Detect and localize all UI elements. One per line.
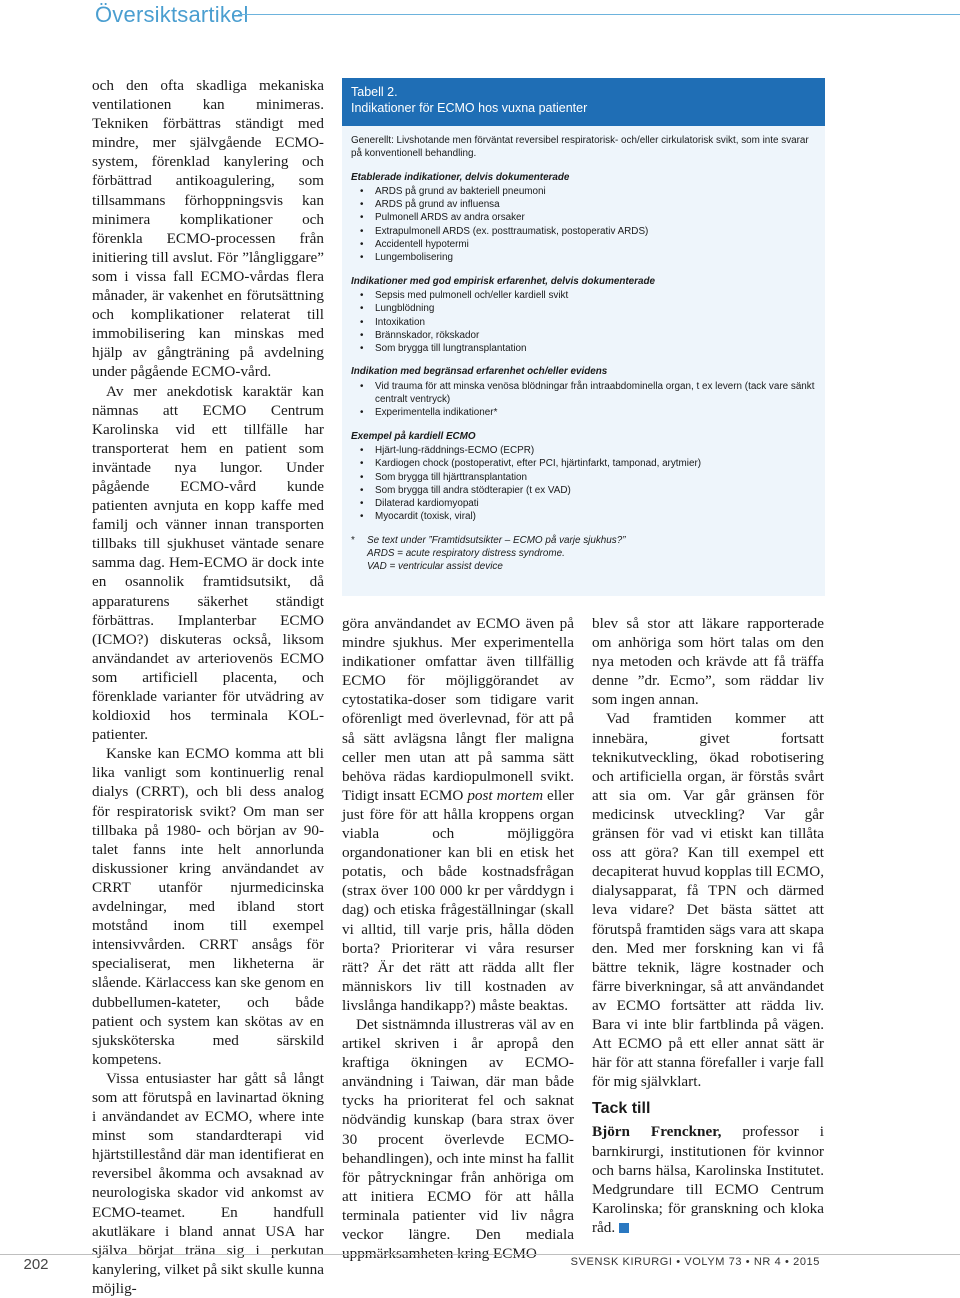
section-heading: Etablerade indikationer, delvis dokumenterade (351, 171, 570, 183)
table-section (351, 275, 816, 356)
list-item: • ARDS på grund av influensa (351, 198, 816, 211)
table-label: Tabell 2. (351, 85, 398, 99)
table-intro: Generellt: Livshotande men förväntat reversibel respiratorisk- och/eller cirkulatorisk svikt, som inte svarar på konventionell behandling. (351, 135, 809, 160)
footnote-text: ARDS = acute respiratory distress syndrome. (367, 548, 565, 560)
paragraph: Vad framtiden kommer att innebära, givet fortsatt teknikutveckling, ökad robotisering och artificiella organ, är förstås svårt att sia om. Var går gränsen för medicinsk utveckling? Var går gränsen för vad vi etiskt kan tillåta oss att göra? Kan till exempel ett decapiterat huvud kopplas till ECMO, dialysapparat, få TPN och därmed leva vidare? Det bästa sättet att förutspå framtiden sägs vara att skapa den. Med mer forskning kan vi få bättre teknik, lägre kostnader och färre biverkningar, så att användandet av ECMO fortsätter att rädda liv. Bara vi inte blir fartblinda på vägen. Att ECMO på ett eller annat sätt är här för att stanna förefaller i varje fall för mig självklart. (592, 710, 824, 1091)
acknowledgement-text (592, 1122, 824, 1237)
page-number: 202 (0, 1256, 72, 1273)
list-item: • Myocardit (toxisk, viral) (351, 510, 816, 523)
list-item: • Kardiogen chock (postoperativt, efter PCI, hjärtinfarkt, tamponad, arytmier) (351, 457, 816, 470)
text-column-1 (92, 76, 324, 1298)
list-item: • Vid trauma för att minska venösa blödningar från intraabdominella organ, t ex levern (tack vare sänkt centralt ventryck) (351, 380, 816, 407)
header-rule (238, 14, 960, 15)
list-item: • Intoxikation (351, 316, 816, 329)
list-item: • ARDS på grund av bakteriell pneumoni (351, 185, 816, 198)
text-column-2 (342, 614, 574, 1263)
table-footnote (351, 534, 816, 574)
table-header (342, 78, 825, 126)
end-mark-icon (619, 1223, 629, 1233)
list-item: • Experimentella indikationer* (351, 406, 816, 419)
list-item: • Pulmonell ARDS av andra orsaker (351, 211, 816, 224)
footnote-text: VAD = ventricular assist device (367, 561, 503, 573)
list-item: • Som brygga till andra stödterapier (t ex VAD) (351, 484, 816, 497)
text-run: eller just före för att hålla kroppens organ viabla och möjliggöra organdonationer kan bli en etisk het potatis, och både kostnadsfrågan (strax över 100 000 kr per vårddygn i dag) och etiska frågeställningar (skall vi alltid, till varje pris, hålla döden borta? Prioriterar vi våra resurser rätt? Är det rätt att rädda allt fler människors liv till kostnaden av livslånga handikapp?) måste beaktas. (342, 786, 574, 1014)
list-item: • Extrapulmonell ARDS (ex. posttraumatisk, postoperativ ARDS) (351, 225, 816, 238)
table-section (351, 365, 816, 419)
list-item: • Dilaterad kardiomyopati (351, 497, 816, 510)
list-item: • Som brygga till lungtransplantation (351, 342, 816, 355)
acknowledgement-heading: Tack till (592, 1100, 651, 1118)
table-section (351, 430, 816, 524)
list-item: • Sepsis med pulmonell och/eller kardiell svikt (351, 289, 816, 302)
paragraph: Av mer anekdotisk karaktär kan nämnas att ECMO Centrum Karolinska vid ett tillfälle har transporterat hem en patient som inväntade nya lungor. Under pågående ECMO-vård kunde patienten avnjuta en kopp kaffe med familj och vänner innan transporten tillbaks till sjukhuset väntade senare samma dag. Hem-ECMO är dock inte en osannolik framtidsutsikt, då apparaturens säkerhet ständigt förbättras. Implanterbar ECMO (ICMO?) diskuteras också, liksom användandet av arteriovenös ECMO som artificiell placenta, och förenklade varianter för utvädring av koldioxid hos terminala KOL-patienter. (92, 382, 324, 744)
text-run: professor i barnkirurgi, institutionen för kvinnor och barns hälsa, Karolinska Institutet. Medgrundare till ECMO Centrum Karolinska; för granskning och kloka råd. (592, 1123, 824, 1236)
footnote-text: Se text under ”Framtidsutsikter – ECMO på varje sjukhus?” (367, 534, 626, 546)
text-run: göra användandet av ECMO även på mindre sjukhus. Mer experimentella indikationer omfattar även tillfällig ECMO för möjliggörandet av cytostatika-doser som tidigare varit oförenligt med överlevnad, för att på så sätt avlägsna långt fler maligna celler men utan att på samma sätt behöva rädas kardiopulmonell svikt. Tidigt insatt ECMO (342, 615, 574, 804)
list-item: • Hjärt-lung-räddnings-ECMO (ECPR) (351, 444, 816, 457)
table-title: Indikationer för ECMO hos vuxna patienter (351, 101, 588, 115)
list-item: • Brännskador, rökskador (351, 329, 816, 342)
paragraph: och den ofta skadliga mekaniska ventilationen kan minimeras. Tekniken förbättras ständigt med mindre, mer självgående ECMO-system, förenklad kanylering och förbättrad antikoagulering, som tillsammans förhoppningsvis kan minimera komplikationer och förenkla ECMO-processen från initiering till avslut. För ”långliggare” som i vissa fall ECMO-vårdas flera månader, är vakenhet en förutsättning och komplikationer relaterat till immobilisering kan minskas med hjälp av gångträning på avdelning under pågående ECMO-vård. (92, 77, 324, 381)
section-heading: Exempel på kardiell ECMO (351, 430, 476, 442)
list-item: • Som brygga till hjärttransplantation (351, 471, 816, 484)
journal-info: SVENSK KIRURGI • VOLYM 73 • NR 4 • 2015 (570, 1256, 820, 1268)
paragraph: Kanske kan ECMO komma att bli lika vanligt som kontinuerlig renal dialys (CRRT), och bli dess analog för respiratorisk svikt? Om man ser tillbaka på 1980- och början av 90-talet fanns inte helt annorlunda diskussioner kring användandet av CRRT utanför njurmedicinska avdelningar, med ibland stort motstånd inom till exempel intensivvården. CRRT ansågs för specialiserat, men likheterna är slående. Kärlaccess kan ske genom en dubbellumen-kateter, och både patient och system kan skötas av en sjuksköterska med särskild kompetens. (92, 745, 324, 1068)
table-section (351, 171, 816, 265)
section-heading: Indikationer med god empirisk erfarenhet, delvis dokumenterade (351, 275, 656, 287)
italic-term: post mortem (467, 786, 544, 804)
section-heading: Indikation med begränsad erfarenhet och/eller evidens (351, 366, 608, 378)
footer-rule (0, 1254, 960, 1255)
section-title: Översiktsartikel (95, 2, 249, 27)
list-item: • Lungblödning (351, 302, 816, 315)
table-body (342, 126, 825, 574)
paragraph: Vissa entusiaster har gått så långt som att förutspå en lavinartad ökning i användandet av ECMO, where inte minst som standardterapi vid hjärtstillestånd där man identifierat en reversibel åkomma och avsaknad av neurologiska skador vid ankomst av ECMO-teamet. En handfull akutläkare i bland annat USA har själva börjat träna sig i perkutan kanylering, vilket på sikt skulle kunna möjlig- (92, 1069, 324, 1297)
list-item: • Lungembolisering (351, 251, 816, 264)
paragraph: Det sistnämnda illustreras väl av en artikel skriven i år apropå den kraftiga ökningen av ECMO-användning i Taiwan, där man både tycks ha prioriterat fel och saknat nödvändig kunskap (bara strax över 30 procent överlevde ECMO-behandlingen), och inte minst ha fallit för påtryckningar från anhöriga om att initiera ECMO för att hålla terminala patienter vid liv några veckor längre. Den mediala uppmärksamheten kring ECMO (342, 1015, 574, 1263)
footnote-marker: * (351, 534, 355, 546)
text-column-3 (592, 614, 824, 1237)
indications-table (342, 78, 825, 596)
list-item: • Accidentell hypotermi (351, 238, 816, 251)
paragraph: blev så stor att läkare rapporterade om anhöriga som hört talas om den nya metoden och krävde att få träffa denne ”dr. Ecmo”, som räddar liv som ingen annan. (592, 615, 824, 709)
paragraph (342, 614, 574, 1015)
acknowledged-name: Björn Frenckner, (592, 1123, 722, 1141)
